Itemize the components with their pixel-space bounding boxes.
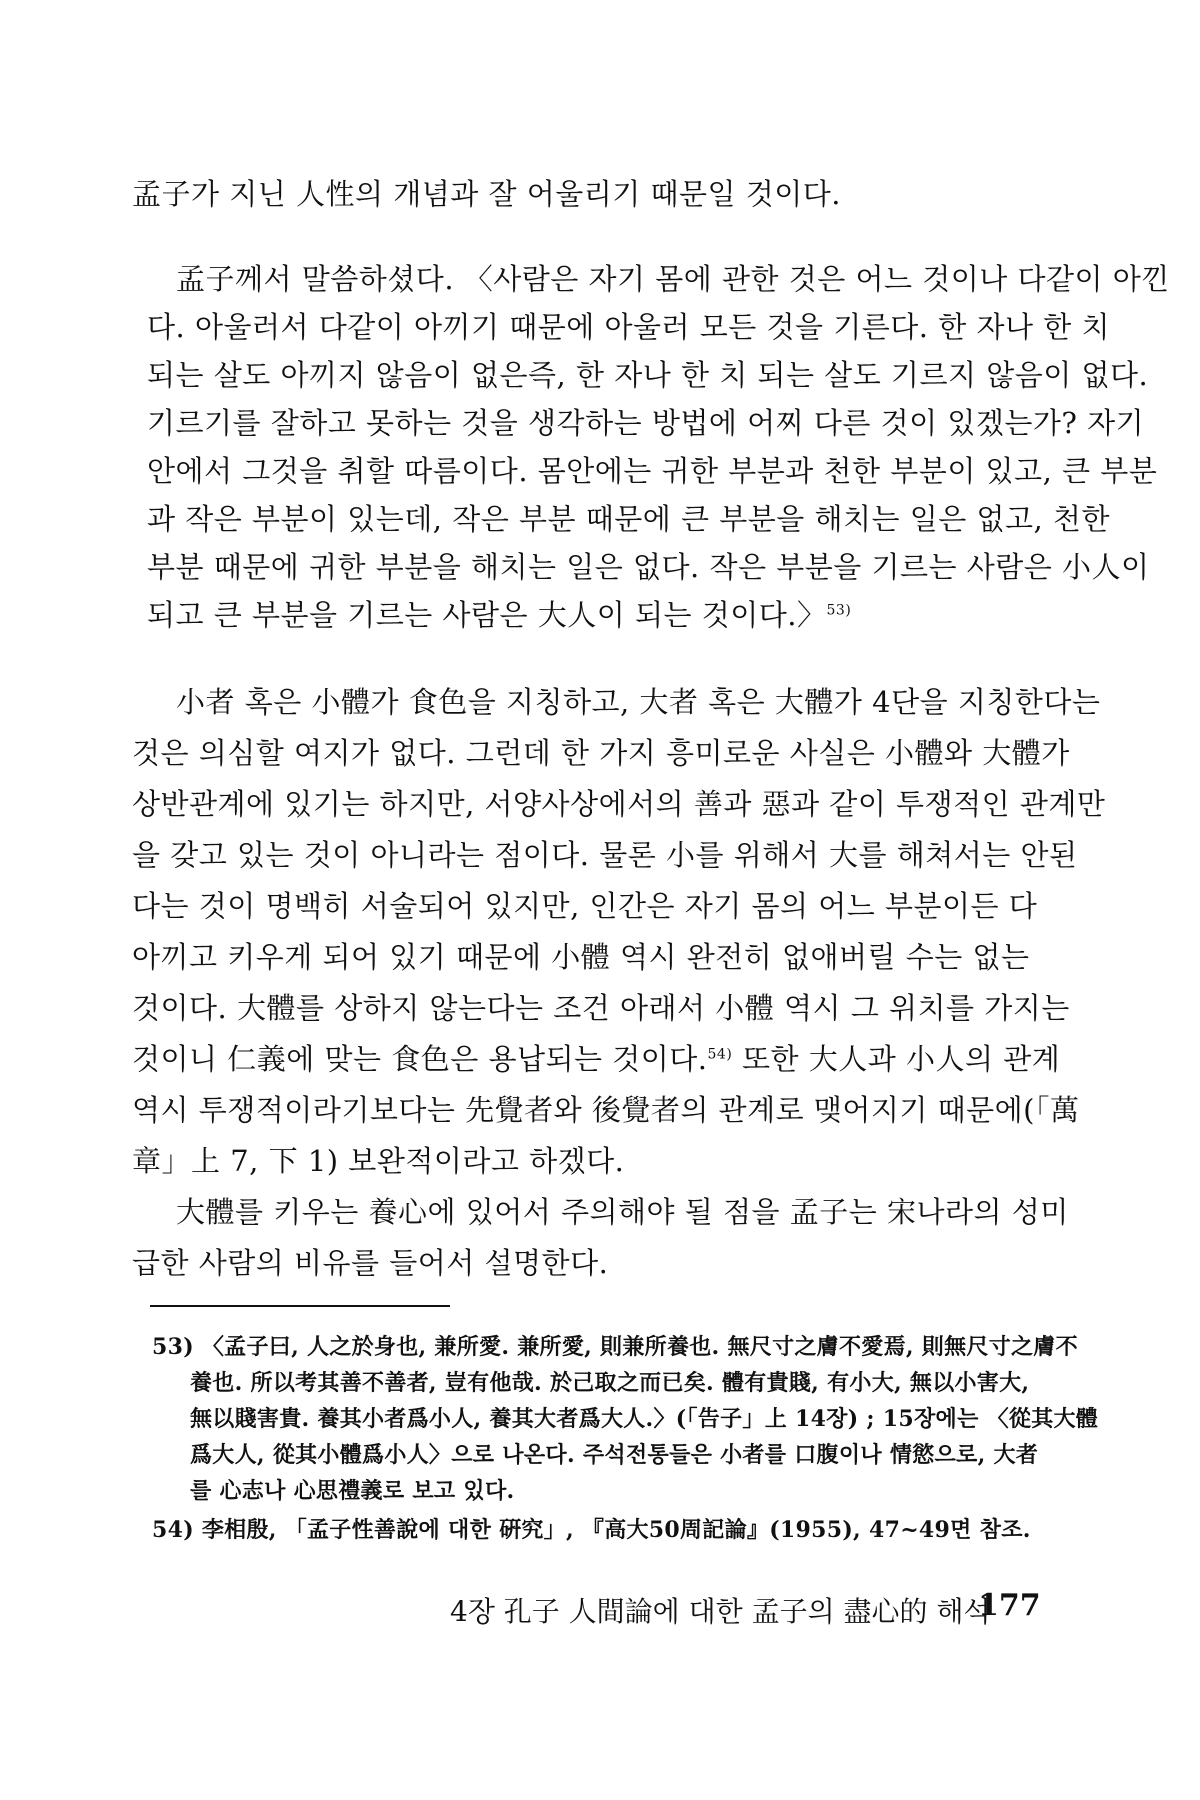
footnote-54: 54) 李相殷, 「孟子性善說에 대한 硏究」, 『高大50周記論』(1955), 47~49면 참조. bbox=[152, 1517, 1031, 1543]
body-line: 것이다. 大體를 상하지 않는다는 조건 아래서 小體 역시 그 위치를 가지는 bbox=[132, 991, 1070, 1025]
quote-line: 기르기를 잘하고 못하는 것을 생각하는 방법에 어찌 다른 것이 있겠는가? 자기 bbox=[147, 406, 1145, 440]
body-line: 아끼고 키우게 되어 있기 때문에 小體 역시 완전히 없애버릴 수는 없는 bbox=[132, 940, 1030, 974]
body-line: 급한 사람의 비유를 들어서 설명한다. bbox=[132, 1246, 609, 1280]
intro-line: 孟子가 지닌 人性의 개념과 잘 어울리기 때문일 것이다. bbox=[132, 177, 841, 211]
footnote-ref-53: 53) bbox=[826, 602, 852, 619]
body-line-text: 또한 大人과 小人의 관계 bbox=[732, 1042, 1061, 1076]
footnote-53-line: 養也. 所以考其善不善者, 豈有他哉. 於己取之而已矣. 體有貴賤, 有小大, 無以小害大, bbox=[190, 1370, 1030, 1396]
quote-line: 안에서 그것을 취할 따름이다. 몸안에는 귀한 부분과 천한 부분이 있고, 큰 부분 bbox=[147, 454, 1158, 488]
body-line: 小者 혹은 小體가 食色을 지칭하고, 大者 혹은 大體가 4단을 지칭한다는 bbox=[176, 685, 1101, 719]
footnote-53-line: 53) 〈孟子曰, 人之於身也, 兼所愛. 兼所愛, 則兼所養也. 無尺寸之膚不愛焉, 則無尺寸之膚不 bbox=[152, 1334, 1078, 1360]
body-line: 역시 투쟁적이라기보다는 先覺者와 後覺者의 관계로 맺어지기 때문에(「萬 bbox=[132, 1093, 1080, 1127]
body-line-text: 것이니 仁義에 맞는 食色은 용납되는 것이다. bbox=[132, 1042, 708, 1076]
footnote-separator bbox=[150, 1305, 450, 1307]
quote-line: 다. 아울러서 다같이 아끼기 때문에 아울러 모든 것을 기른다. 한 자나 한 치 bbox=[147, 310, 1110, 344]
footnote-ref-54: 54) bbox=[707, 1046, 733, 1063]
footnote-53-line: 爲大人, 從其小體爲小人〉으로 나온다. 주석전통들은 小者를 口腹이나 情慾으로, 大者 bbox=[190, 1442, 1039, 1468]
quote-line bbox=[147, 593, 851, 634]
quote-line: 과 작은 부분이 있는데, 작은 부분 때문에 큰 부분을 해치는 일은 없고, 천한 bbox=[147, 502, 1110, 536]
quote-line-text: 되고 큰 부분을 기르는 사람은 大人이 되는 것이다.〉 bbox=[147, 598, 827, 632]
quote-line: 孟子께서 말씀하셨다. 〈사람은 자기 몸에 관한 것은 어느 것이나 다같이 아낀 bbox=[176, 262, 1170, 296]
quote-line: 부분 때문에 귀한 부분을 해치는 일은 없다. 작은 부분을 기르는 사람은 小人이 bbox=[147, 550, 1150, 584]
body-line: 다는 것이 명백히 서술되어 있지만, 인간은 자기 몸의 어느 부분이든 다 bbox=[132, 889, 1038, 923]
body-line: 것은 의심할 여지가 없다. 그런데 한 가지 흥미로운 사실은 小體와 大體가 bbox=[132, 736, 1070, 770]
body-line: 상반관계에 있기는 하지만, 서양사상에서의 善과 惡과 같이 투쟁적인 관계만 bbox=[132, 787, 1106, 821]
quote-line: 되는 살도 아끼지 않음이 없은즉, 한 자나 한 치 되는 살도 기르지 않음이 없다. bbox=[147, 358, 1149, 392]
footnote-53-line: 를 心志나 心思禮義로 보고 있다. bbox=[190, 1478, 515, 1504]
body-line: 大體를 키우는 養心에 있어서 주의해야 될 점을 孟子는 宋나라의 성미 bbox=[176, 1195, 1069, 1229]
running-footer: 4장 孔子 人間論에 대한 孟子의 盡心的 해석 bbox=[450, 1595, 991, 1628]
body-line: 章」上 7, 下 1) 보완적이라고 하겠다. bbox=[132, 1144, 625, 1178]
body-line: 을 갖고 있는 것이 아니라는 점이다. 물론 小를 위해서 大를 해쳐서는 안된 bbox=[132, 838, 1078, 872]
footnote-53-line: 無以賤害貴. 養其小者爲小人, 養其大者爲大人.〉(「告子」上 14장) ; 15장에는 〈從其大體 bbox=[190, 1406, 1099, 1432]
page-number: 177 bbox=[978, 1588, 1041, 1623]
body-line bbox=[132, 1037, 1060, 1078]
